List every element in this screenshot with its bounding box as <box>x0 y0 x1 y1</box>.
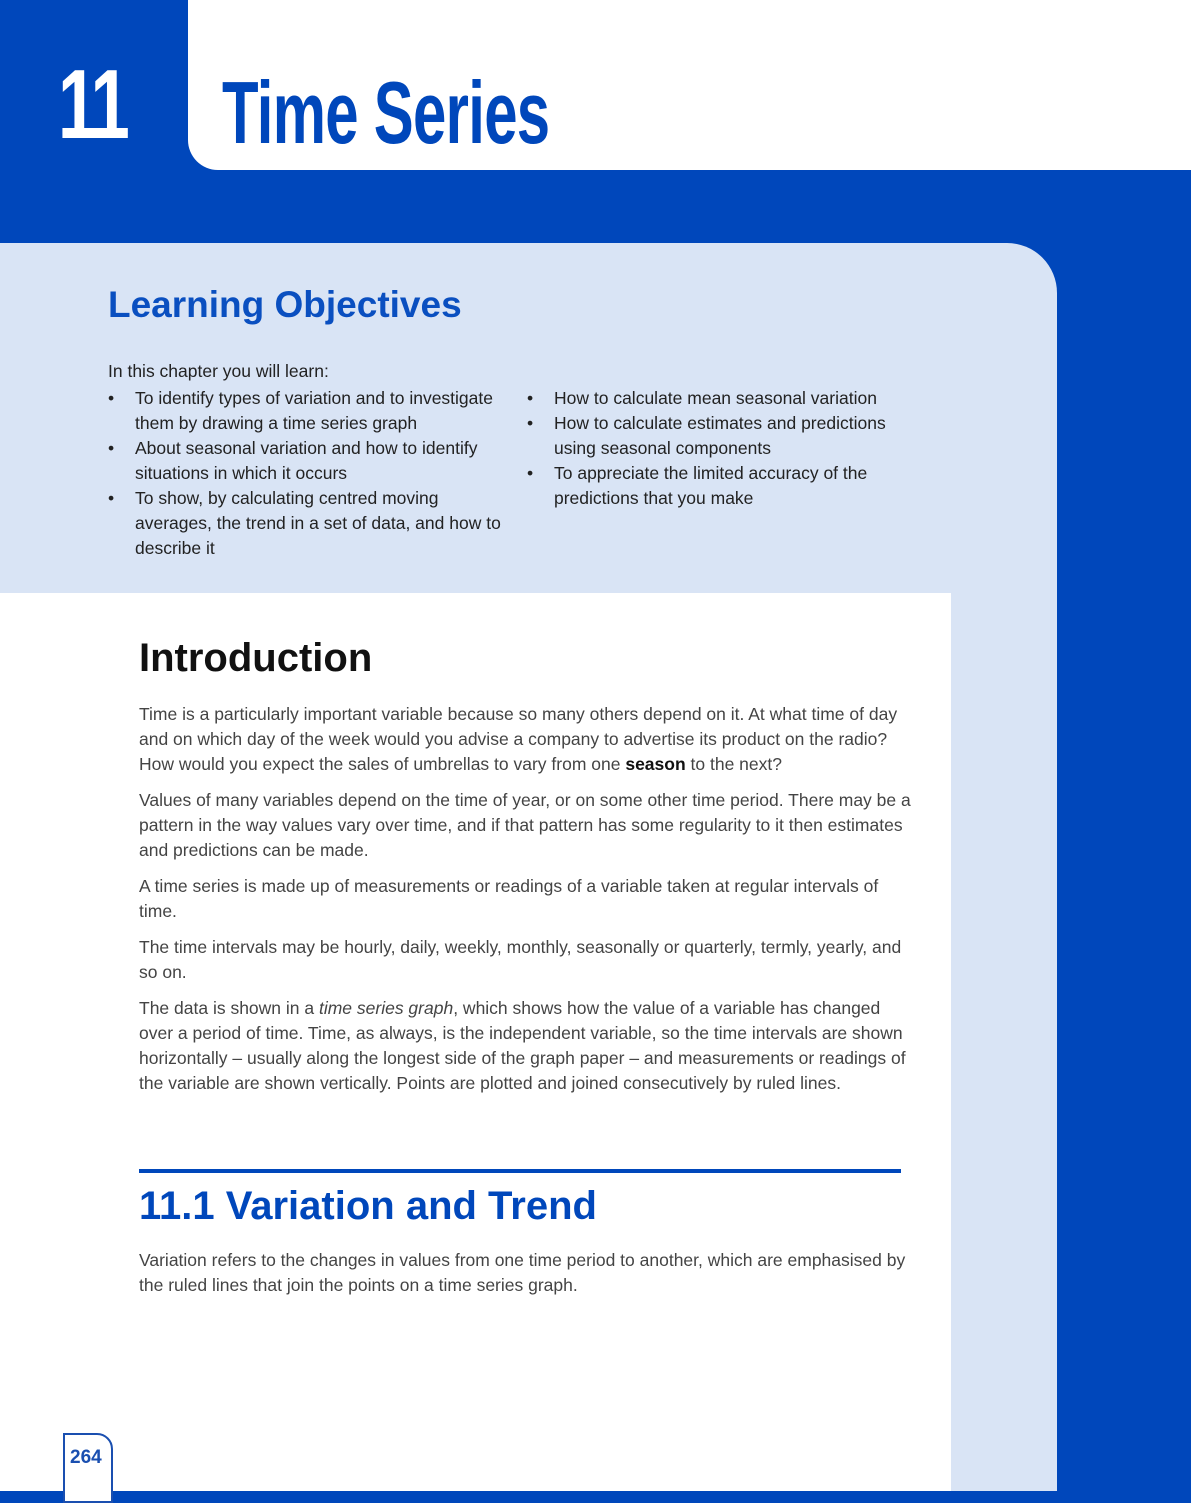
chapter-number: 11 <box>58 49 127 159</box>
keyword-season: season <box>625 754 686 774</box>
text: Time is a particularly important variable because so many others depend on it. At what time of day and on which day of the week would you advise a company to advertise its product on the radio? How would you expect the sales of umbrellas to vary from one <box>139 704 898 774</box>
paragraph: Values of many variables depend on the time of year, or on some other time period. There may be a pattern in the way values vary over time, and if that pattern has some regularity to it then estimates and predictions can be made. <box>139 790 911 860</box>
section-body: Variation refers to the changes in values from one time period to another, which are emphasised by the ruled lines that join the points on a time series graph. <box>139 1250 906 1295</box>
objective-item: • To show, by calculating centred moving averages, the trend in a set of data, and how to describe it <box>108 486 508 561</box>
italic-term: time series graph <box>318 998 454 1018</box>
text: to the next? <box>685 754 782 774</box>
paragraph: The time intervals may be hourly, daily, weekly, monthly, seasonally or quarterly, termly, yearly, and so on. <box>139 937 902 982</box>
objectives-right-list <box>527 386 927 511</box>
objectives-left-list <box>108 386 508 561</box>
text: , which shows how the value of a variable has changed over a period of time. Time, as always, is the independent variable, so the time intervals are shown horizontally – usually along the longest side of the graph paper – and measurements or readings of the variable are shown vertically. Points are plotted and joined consecutively by ruled lines. <box>139 998 906 1093</box>
text: The data is shown in a <box>139 998 319 1018</box>
chapter-title: Time Series <box>222 63 550 162</box>
objective-item: • To identify types of variation and to investigate them by drawing a time series graph <box>108 386 508 436</box>
paragraph <box>139 702 914 777</box>
introduction-body <box>139 702 914 1107</box>
section-heading: 11.1 Variation and Trend <box>139 1184 597 1228</box>
paragraph <box>139 996 914 1096</box>
objectives-intro: In this chapter you will learn: <box>108 361 329 381</box>
objective-item: • How to calculate mean seasonal variation <box>527 386 927 411</box>
objective-item: • How to calculate estimates and predictions using seasonal components <box>527 411 927 461</box>
section-divider <box>139 1169 901 1173</box>
objectives-heading: Learning Objectives <box>108 284 462 325</box>
page-number: 264 <box>63 1433 113 1503</box>
introduction-heading: Introduction <box>139 636 373 680</box>
paragraph: A time series is made up of measurements or readings of a variable taken at regular intervals of time. <box>139 876 879 921</box>
objective-item: • To appreciate the limited accuracy of the predictions that you make <box>527 461 927 511</box>
objective-item: • About seasonal variation and how to identify situations in which it occurs <box>108 436 508 486</box>
